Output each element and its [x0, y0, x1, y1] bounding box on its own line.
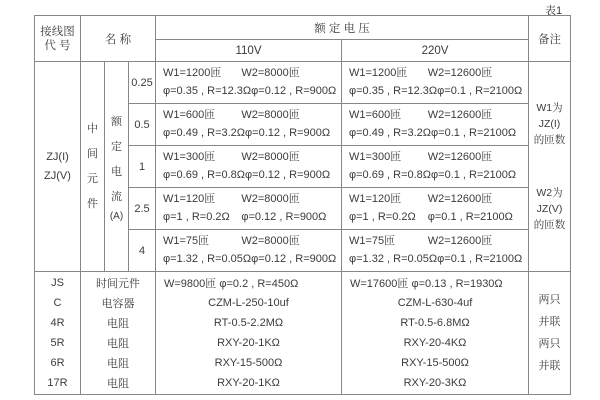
- current-rating: 2.5: [129, 188, 156, 230]
- component-name: 电阻: [107, 378, 129, 391]
- spec-220v: W1=120匝 W2=12600匝 φ=1 , R=0.2Ω φ=0.1 , R=2100Ω: [342, 188, 529, 230]
- spec-110v: W1=300匝 W2=8000匝 φ=0.69 , R=0.8Ω φ=0.12 , R=900Ω: [156, 146, 342, 188]
- rated-current-vertical-label: 额定电流: [111, 115, 122, 203]
- remark-parallel: 并联: [538, 359, 561, 372]
- header-wiring-code-line1: 接线图: [40, 25, 75, 38]
- bottom-110v-cell: [156, 272, 342, 395]
- component-spec-220v: RT-0.5-6.8MΩ: [400, 316, 470, 329]
- component-spec-110v: CZM-L-250-10uf: [208, 296, 289, 309]
- remark-parallel: 并联: [538, 315, 561, 328]
- code-cell-zj: [35, 62, 81, 272]
- relay-spec-table: [34, 15, 571, 395]
- spec-110v: W1=120匝 W2=8000匝 φ=1 , R=0.2Ω φ=0.12 , R=900Ω: [156, 188, 342, 230]
- rated-current-label-cell: [105, 62, 129, 272]
- spec-220v: W1=75匝 W2=12600匝 φ=1.32 , R=0.05Ω φ=0.1 , R=2100Ω: [342, 230, 529, 272]
- remark-w1: W1为 JZ(I) 的匝数: [533, 101, 566, 146]
- component-name: 时间元件: [96, 277, 140, 290]
- component-spec-110v: RXY-15-500Ω: [214, 357, 283, 370]
- component-name: 电容器: [101, 297, 135, 310]
- remark-parallel: 两只: [538, 293, 561, 306]
- component-spec-220v: CZM-L-630-4uf: [397, 296, 473, 309]
- header-110v: 110V: [156, 40, 342, 62]
- component-code: 4R: [50, 316, 65, 329]
- spec-110v: W1=75匝 W2=8000匝 φ=1.32 , R=0.05Ω φ=0.12 , R=900Ω: [156, 230, 342, 272]
- header-rated-voltage: 额 定 电 压: [156, 16, 529, 40]
- component-code: 6R: [50, 357, 65, 370]
- component-spec-110v: RXY-20-1KΩ: [217, 377, 280, 390]
- component-name: 电阻: [107, 358, 129, 371]
- table-number-label: 表1: [545, 5, 563, 17]
- current-rating: 0.5: [129, 104, 156, 146]
- spec-220v: W1=1200匝 W2=12600匝 φ=0.35 , R=12.3Ω φ=0.1 , R=2100Ω: [342, 62, 529, 104]
- header-wiring-code-line2: 代 号: [44, 39, 71, 52]
- current-rating: 4: [129, 230, 156, 272]
- component-code: 17R: [47, 377, 68, 390]
- remarks-cell-bottom: [529, 272, 571, 395]
- spec-220v: W1=300匝 W2=12600匝 φ=0.69 , R=0.8Ω φ=0.1 , R=2100Ω: [342, 146, 529, 188]
- header-wiring-code: [35, 16, 81, 62]
- group-name-cell: [81, 62, 105, 272]
- bottom-names-cell: [81, 272, 156, 395]
- bottom-220v-cell: [342, 272, 529, 395]
- current-rating: 0.25: [129, 62, 156, 104]
- component-code: 5R: [50, 337, 65, 350]
- remarks-cell-middle: [529, 62, 571, 272]
- header-220v: 220V: [342, 40, 529, 62]
- component-spec-110v: RXY-20-1KΩ: [217, 337, 280, 350]
- component-spec-110v: RT-0.5-2.2MΩ: [213, 316, 284, 329]
- remark-w2: W2为 JZ(V) 的匝数: [533, 187, 566, 232]
- rated-current-unit: (A): [109, 210, 124, 222]
- spec-110v: W1=1200匝 W2=8000匝 φ=0.35 , R=12.3Ω φ=0.12 , R=900Ω: [156, 62, 342, 104]
- component-spec-110v: W=9800匝 φ=0.2 , R=450Ω: [164, 277, 299, 290]
- bottom-codes-cell: [35, 272, 81, 395]
- component-code: JS: [51, 276, 64, 289]
- component-name: 电阻: [107, 338, 129, 351]
- zj-codes: ZJ(I) ZJ(V): [44, 150, 71, 182]
- spec-220v: W1=600匝 W2=12600匝 φ=0.49 , R=3.2Ω φ=0.1 , R=2100Ω: [342, 104, 529, 146]
- component-spec-220v: RXY-20-3KΩ: [403, 377, 467, 390]
- middle-element-vertical-label: 中间元件: [87, 122, 98, 210]
- component-code: C: [53, 296, 62, 309]
- current-rating: 1: [129, 146, 156, 188]
- component-spec-220v: W=17600匝 φ=0.13 , R=1930Ω: [350, 277, 503, 290]
- component-name: 电阻: [107, 317, 129, 330]
- component-spec-220v: RXY-20-4KΩ: [403, 337, 467, 350]
- remark-parallel: 两只: [538, 337, 561, 350]
- component-spec-220v: RXY-15-500Ω: [401, 357, 469, 370]
- header-remarks: 备注: [529, 16, 571, 62]
- header-name: 名 称: [81, 16, 156, 62]
- spec-110v: W1=600匝 W2=8000匝 φ=0.49 , R=3.2Ω φ=0.12 , R=900Ω: [156, 104, 342, 146]
